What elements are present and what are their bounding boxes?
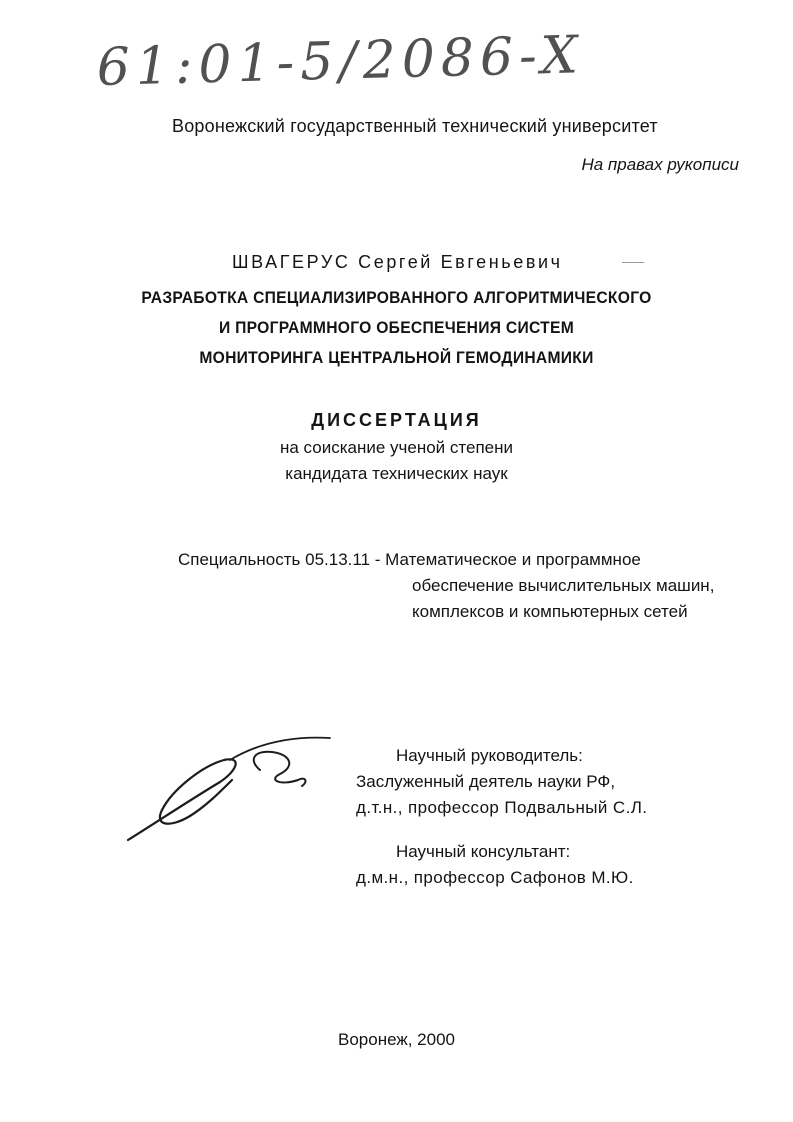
consultant-heading: Научный консультант: xyxy=(396,842,571,861)
degree-line-2: кандидата технических наук xyxy=(285,464,508,483)
supervisor-name: д.т.н., профессор Подвальный С.Л. xyxy=(356,798,648,817)
document-type: ДИССЕРТАЦИЯ xyxy=(311,410,482,430)
thesis-title-line-2: И ПРОГРАММНОГО ОБЕСПЕЧЕНИЯ СИСТЕМ xyxy=(218,318,575,337)
author-name: ШВАГЕРУС Сергей Евгеньевич xyxy=(232,252,563,272)
university-name: Воронежский государственный технический университет xyxy=(172,116,658,136)
signature-stroke-loop xyxy=(254,752,306,786)
supervisor-heading: Научный руководитель: xyxy=(396,746,583,765)
thesis-title-line-3: МОНИТОРИНГА ЦЕНТРАЛЬНОЙ ГЕМОДИНАМИКИ xyxy=(199,348,594,367)
thesis-title-line-1: РАЗРАБОТКА СПЕЦИАЛИЗИРОВАННОГО АЛГОРИТМИЧЕСКОГО xyxy=(141,288,652,307)
consultant-name: д.м.н., профессор Сафонов М.Ю. xyxy=(356,868,634,887)
supervisor-title: Заслуженный деятель науки РФ, xyxy=(356,772,616,791)
author-signature xyxy=(120,730,340,850)
manuscript-rights-note: На правах рукописи xyxy=(581,155,739,174)
specialty-line-3: комплексов и компьютерных сетей xyxy=(412,602,688,621)
specialty-line-2: обеспечение вычислительных машин, xyxy=(412,576,715,595)
signature-stroke-main xyxy=(128,759,236,840)
degree-line-1: на соискание ученой степени xyxy=(279,438,513,457)
specialty-line-1: Специальность 05.13.11 - Математическое и программное xyxy=(178,550,641,569)
city-and-year: Воронеж, 2000 xyxy=(338,1030,455,1049)
handwritten-archive-number: 61:01-5/2086-X xyxy=(96,25,585,98)
signature-stroke-top xyxy=(230,738,330,760)
stray-mark xyxy=(622,262,644,263)
